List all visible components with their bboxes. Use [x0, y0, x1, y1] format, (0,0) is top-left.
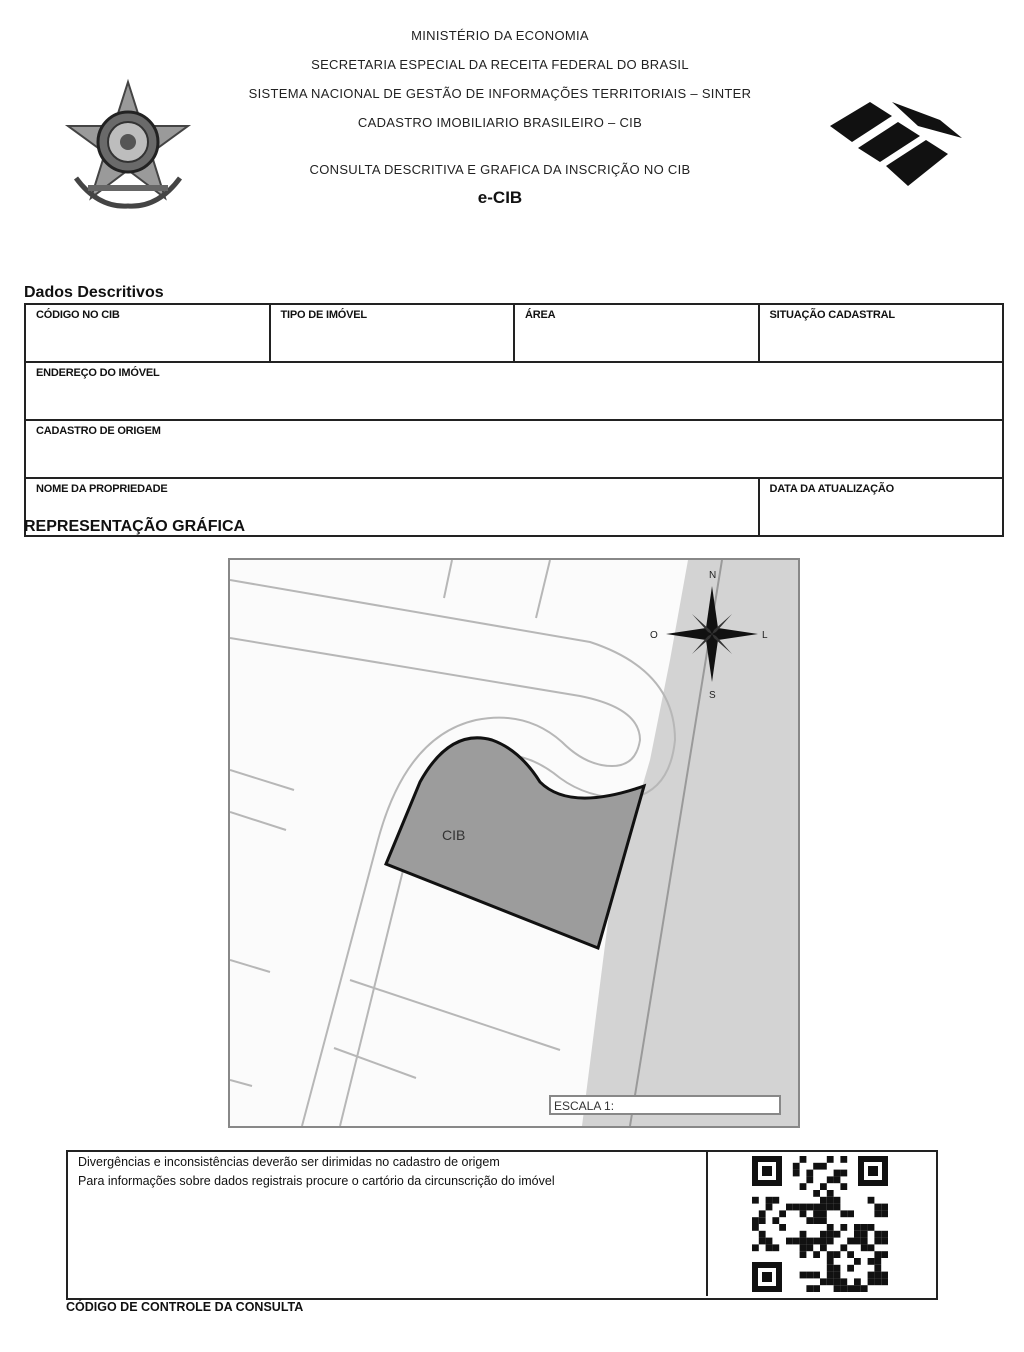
qr-module	[827, 1176, 834, 1183]
qr-module	[827, 1278, 834, 1285]
scale-label: ESCALA 1:	[554, 1099, 615, 1113]
map-lot-line	[230, 1080, 252, 1086]
qr-module	[766, 1197, 773, 1204]
qr-module	[861, 1231, 868, 1238]
qr-module	[779, 1210, 786, 1217]
qr-module	[881, 1272, 888, 1279]
map-parcel-label: CIB	[442, 827, 466, 843]
header-ministry: MINISTÉRIO DA ECONOMIA	[411, 28, 589, 43]
header-subtitle: CONSULTA DESCRITIVA E GRAFICA DA INSCRIÇÃO NO CIB	[309, 162, 691, 177]
qr-module	[759, 1217, 766, 1224]
footer-disclaimer-1: Divergências e inconsistências deverão ser dirimidas no cadastro de origem	[78, 1155, 500, 1169]
compass-north-label: N	[709, 570, 717, 581]
qr-module	[881, 1204, 888, 1211]
data-atualizacao-cell	[759, 478, 1004, 536]
map-lot-line	[230, 960, 270, 972]
qr-module	[834, 1170, 841, 1177]
map-lot-line	[444, 560, 452, 598]
qr-module	[820, 1163, 827, 1170]
map-parcel-cib	[386, 738, 644, 948]
qr-module	[881, 1231, 888, 1238]
qr-module	[827, 1231, 834, 1238]
qr-module	[827, 1272, 834, 1279]
area-cell	[514, 304, 759, 362]
qr-module	[820, 1197, 827, 1204]
qr-module	[840, 1244, 847, 1251]
qr-module	[820, 1210, 827, 1217]
qr-module	[834, 1176, 841, 1183]
qr-module	[800, 1156, 807, 1163]
qr-module	[827, 1238, 834, 1245]
cadastro-origem-cell	[25, 420, 1003, 478]
qr-module	[834, 1278, 841, 1285]
qr-module	[881, 1238, 888, 1245]
qr-module	[840, 1210, 847, 1217]
header-secretariat: SECRETARIA ESPECIAL DA RECEITA FEDERAL DO BRASIL	[311, 57, 689, 72]
qr-module	[847, 1210, 854, 1217]
qr-module	[834, 1265, 841, 1272]
qr-module	[868, 1197, 875, 1204]
qr-module	[874, 1204, 881, 1211]
qr-module	[800, 1251, 807, 1258]
qr-module	[874, 1231, 881, 1238]
qr-module	[806, 1217, 813, 1224]
qr-code-icon	[750, 1154, 890, 1294]
qr-module	[786, 1204, 793, 1211]
qr-module	[868, 1244, 875, 1251]
qr-module	[806, 1238, 813, 1245]
control-code-label: CÓDIGO DE CONTROLE DA CONSULTA	[66, 1300, 304, 1314]
qr-module	[834, 1251, 841, 1258]
qr-module	[820, 1204, 827, 1211]
qr-module	[827, 1224, 834, 1231]
qr-module	[820, 1217, 827, 1224]
qr-module	[759, 1210, 766, 1217]
qr-module	[854, 1258, 861, 1265]
parcel-map-drawing	[230, 560, 798, 1126]
qr-module	[752, 1197, 759, 1204]
situacao-label: SITUAÇÃO CADASTRAL	[769, 309, 895, 321]
descriptive-data-table	[24, 303, 1004, 537]
qr-module	[840, 1156, 847, 1163]
qr-module	[874, 1251, 881, 1258]
qr-module	[854, 1278, 861, 1285]
header-cadastro: CADASTRO IMOBILIARIO BRASILEIRO – CIB	[357, 115, 643, 130]
qr-module	[800, 1272, 807, 1279]
codigo-cib-cell	[25, 304, 270, 362]
qr-module	[772, 1217, 779, 1224]
qr-module	[759, 1231, 766, 1238]
qr-module	[834, 1285, 841, 1292]
qr-module	[847, 1238, 854, 1245]
qr-module	[874, 1272, 881, 1279]
qr-module	[840, 1170, 847, 1177]
qr-module	[800, 1204, 807, 1211]
qr-module	[806, 1244, 813, 1251]
qr-module	[813, 1217, 820, 1224]
qr-module	[820, 1278, 827, 1285]
qr-module	[827, 1251, 834, 1258]
qr-module	[868, 1278, 875, 1285]
qr-module	[800, 1231, 807, 1238]
qr-module	[827, 1265, 834, 1272]
qr-module	[820, 1244, 827, 1251]
compass-south-label: S	[709, 690, 716, 701]
qr-module	[874, 1210, 881, 1217]
qr-module	[874, 1278, 881, 1285]
qr-module	[793, 1238, 800, 1245]
compass-west-label: O	[650, 630, 658, 641]
map-lot-line	[536, 560, 550, 618]
qr-module	[752, 1244, 759, 1251]
qr-module	[854, 1238, 861, 1245]
qr-module	[793, 1170, 800, 1177]
qr-module	[752, 1224, 759, 1231]
qr-module	[766, 1244, 773, 1251]
map-lot-line	[230, 812, 286, 830]
qr-module	[874, 1265, 881, 1272]
area-label: ÁREA	[525, 309, 556, 321]
qr-module	[786, 1238, 793, 1245]
qr-module	[840, 1278, 847, 1285]
qr-module	[813, 1285, 820, 1292]
qr-module	[820, 1183, 827, 1190]
qr-module	[800, 1183, 807, 1190]
parcel-map	[228, 558, 800, 1128]
qr-module	[861, 1285, 868, 1292]
compass-east-label: L	[762, 630, 768, 641]
qr-module	[813, 1251, 820, 1258]
header-system: SISTEMA NACIONAL DE GESTÃO DE INFORMAÇÕES TERRITORIAIS – SINTER	[248, 86, 752, 101]
qr-module	[752, 1217, 759, 1224]
cadastro-origem-label: CADASTRO DE ORIGEM	[36, 425, 161, 437]
qr-module	[827, 1156, 834, 1163]
qr-module	[827, 1204, 834, 1211]
qr-module	[827, 1197, 834, 1204]
nome-propriedade-label: NOME DA PROPRIEDADE	[36, 483, 168, 495]
brazil-coat-of-arms-icon	[58, 78, 198, 218]
qr-module	[820, 1231, 827, 1238]
qr-module	[813, 1238, 820, 1245]
footer-disclaimer-2: Para informações sobre dados registrais procure o cartório da circunscrição do imóvel	[78, 1174, 555, 1188]
qr-module	[813, 1272, 820, 1279]
qr-module	[806, 1176, 813, 1183]
qr-module	[772, 1197, 779, 1204]
qr-module	[861, 1224, 868, 1231]
qr-module	[827, 1258, 834, 1265]
qr-module	[793, 1163, 800, 1170]
qr-module	[779, 1224, 786, 1231]
qr-module	[854, 1285, 861, 1292]
data-atualizacao-label: DATA DA ATUALIZAÇÃO	[769, 483, 895, 495]
qr-module	[868, 1272, 875, 1279]
qr-module	[806, 1204, 813, 1211]
qr-module	[847, 1265, 854, 1272]
qr-module	[868, 1258, 875, 1265]
qr-module	[881, 1210, 888, 1217]
qr-module	[806, 1170, 813, 1177]
qr-module	[834, 1204, 841, 1211]
qr-module	[840, 1183, 847, 1190]
graphic-section-title: REPRESENTAÇÃO GRÁFICA	[24, 518, 246, 535]
document-title: e-CIB	[477, 188, 523, 207]
endereco-label: ENDEREÇO DO IMÓVEL	[36, 367, 160, 379]
map-lot-line	[230, 770, 294, 790]
qr-module	[834, 1231, 841, 1238]
qr-module	[759, 1238, 766, 1245]
qr-module	[820, 1238, 827, 1245]
qr-module	[800, 1210, 807, 1217]
qr-module	[806, 1272, 813, 1279]
endereco-cell	[25, 362, 1003, 420]
qr-module	[861, 1238, 868, 1245]
qr-module	[834, 1197, 841, 1204]
qr-module	[840, 1285, 847, 1292]
qr-module	[840, 1224, 847, 1231]
qr-module	[881, 1251, 888, 1258]
qr-module	[881, 1278, 888, 1285]
qr-module	[874, 1238, 881, 1245]
tipo-imovel-label: TIPO DE IMÓVEL	[280, 309, 367, 321]
qr-module	[861, 1244, 868, 1251]
qr-module	[800, 1238, 807, 1245]
footer-divider	[706, 1150, 708, 1296]
qr-module	[813, 1190, 820, 1197]
qr-module	[854, 1224, 861, 1231]
situacao-cell	[759, 304, 1004, 362]
qr-module	[800, 1244, 807, 1251]
qr-module	[834, 1272, 841, 1279]
qr-module	[868, 1224, 875, 1231]
descriptive-section-title: Dados Descritivos	[24, 284, 164, 301]
qr-module	[766, 1204, 773, 1211]
qr-module	[766, 1238, 773, 1245]
qr-module	[813, 1163, 820, 1170]
qr-module	[806, 1285, 813, 1292]
qr-module	[813, 1210, 820, 1217]
qr-module	[793, 1204, 800, 1211]
codigo-cib-label: CÓDIGO NO CIB	[36, 309, 120, 321]
qr-module	[874, 1258, 881, 1265]
tipo-imovel-cell	[270, 304, 515, 362]
qr-module	[772, 1244, 779, 1251]
qr-module	[854, 1231, 861, 1238]
qr-module	[847, 1251, 854, 1258]
map-lot-line	[350, 980, 560, 1050]
qr-module	[827, 1190, 834, 1197]
map-lot-line	[334, 1048, 416, 1078]
qr-module	[847, 1285, 854, 1292]
qr-module	[813, 1204, 820, 1211]
receita-federal-logo-icon	[822, 96, 968, 194]
